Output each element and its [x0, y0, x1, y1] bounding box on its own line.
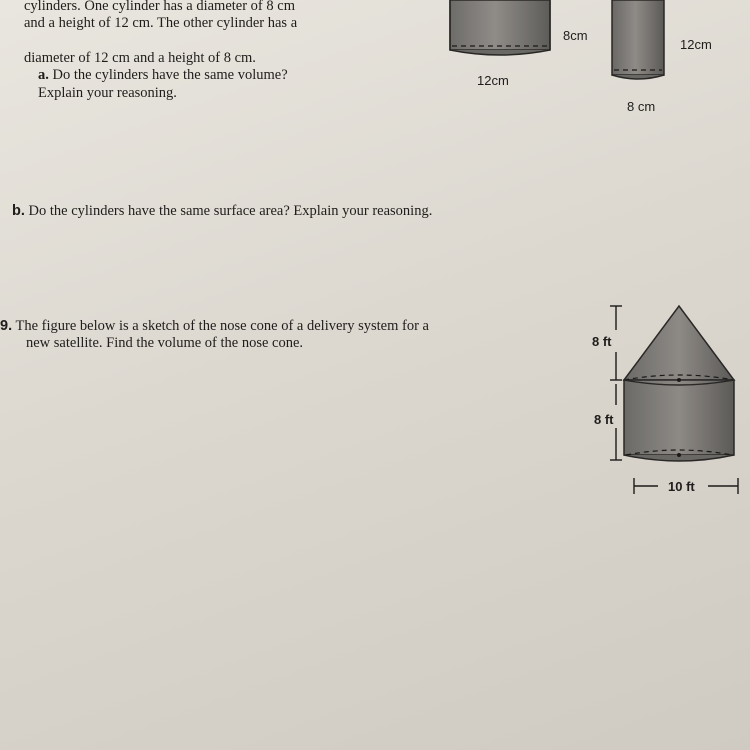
- part-a-question: Do the cylinders have the same volume?: [52, 67, 288, 83]
- cylinder-wide-height-label: 8cm: [563, 28, 588, 43]
- problem8-line3: diameter of 12 cm and a height of 8 cm.: [24, 50, 256, 66]
- cylinder-tall-height-label: 12cm: [680, 37, 712, 52]
- problem8-part-b: [12, 203, 432, 220]
- problem8-line2: and a height of 12 cm. The other cylinder has a: [24, 15, 298, 31]
- part-b-question: Do the cylinders have the same surface area? Explain your reasoning.: [28, 203, 433, 219]
- problem8-line1: cylinders. One cylinder has a diameter of 8 cm: [24, 0, 295, 14]
- part-b-label: b.: [12, 203, 25, 219]
- problem8-part-a: [38, 67, 288, 84]
- cylinder-wide-figure: [448, 0, 558, 70]
- problem9-text-line1: The figure below is a sketch of the nose cone of a delivery system for a: [15, 318, 429, 334]
- cone-height-label: 8 ft: [592, 334, 612, 349]
- nose-cone-figure: [596, 300, 746, 500]
- cylinder-tall-figure: [610, 0, 670, 90]
- problem9-line2: new satellite. Find the volume of the nose cone.: [26, 335, 304, 351]
- cylinder-height-label: 8 ft: [594, 412, 614, 427]
- part-a-label: a.: [38, 67, 49, 83]
- problem9-line1: [0, 318, 429, 335]
- cylinder-tall-diameter-label: 8 cm: [627, 99, 656, 114]
- problem9-number: 9.: [0, 318, 13, 334]
- diameter-label: 10 ft: [668, 479, 695, 494]
- part-a-line2: Explain your reasoning.: [38, 85, 177, 101]
- cylinder-wide-diameter-label: 12cm: [477, 73, 509, 88]
